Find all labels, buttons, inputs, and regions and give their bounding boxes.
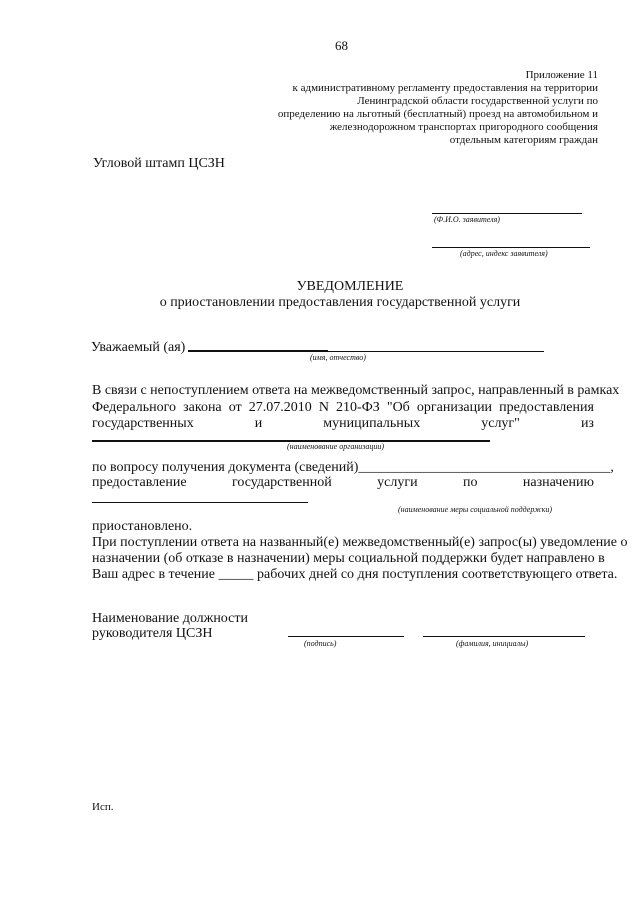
position-label: Наименование должности xyxy=(92,611,248,626)
signature-line xyxy=(288,636,404,637)
para1-line1: В связи с непоступлением ответа на межведомственный запрос, направленный в рамках xyxy=(92,383,620,398)
word: "Об xyxy=(386,400,410,415)
word: организации xyxy=(416,400,493,415)
appendix-line: Ленинградской области государственной услуги по xyxy=(357,95,598,107)
word: предоставление xyxy=(92,475,187,490)
word: назначению xyxy=(522,475,594,490)
executor-label: Исп. xyxy=(92,801,114,813)
appendix-line: отдельным категориям граждан xyxy=(449,134,598,146)
position-label-2: руководителя ЦСЗН xyxy=(92,626,213,641)
applicant-address-note: (адрес, индекс заявителя) xyxy=(460,249,548,258)
appendix-line: к административному регламенту предоставления на территории xyxy=(292,82,598,94)
signature-note: (подпись) xyxy=(304,639,337,648)
word: из xyxy=(580,416,594,431)
applicant-fio-line xyxy=(432,213,582,214)
applicant-fio-note: (Ф.И.О. заявителя) xyxy=(434,215,500,224)
organization-note: (наименование организации) xyxy=(287,442,385,451)
name-line xyxy=(423,636,585,637)
appendix-line: железнодорожном транспортах пригородного сообщения xyxy=(329,121,598,133)
word: от xyxy=(228,400,242,415)
para2-line2 xyxy=(92,475,594,491)
suspended-text: приостановлено. xyxy=(92,519,193,534)
appendix-line: определению на льготный (бесплатный) проезд на автомобильном и xyxy=(277,108,598,120)
greeting-label: Уважаемый (ая) xyxy=(91,340,186,355)
para2-line1: по вопросу получения документа (сведений)____________________________________, xyxy=(92,460,614,475)
document-subtitle: о приостановлении предоставления государственной услуги xyxy=(159,295,521,310)
name-note: (фамилия, инициалы) xyxy=(456,639,529,648)
word: N xyxy=(318,400,329,415)
applicant-address-line xyxy=(432,247,590,248)
para3-line1: При поступлении ответа на названный(е) межведомственный(е) запрос(ы) уведомление о xyxy=(92,535,628,550)
word: Федерального xyxy=(92,400,177,415)
para1-line2 xyxy=(92,400,594,416)
appendix-block xyxy=(278,69,598,147)
document-title: УВЕДОМЛЕНИЕ xyxy=(296,279,404,294)
para3-line2: назначении (об отказе в назначении) меры социальной поддержки будет направлено в xyxy=(92,551,605,566)
word: по xyxy=(462,475,478,490)
word: государственных xyxy=(92,416,194,431)
greeting-name-note: (имя, отчество) xyxy=(310,353,366,362)
page-number: 68 xyxy=(335,38,348,53)
word: и xyxy=(254,416,263,431)
word: 210-ФЗ xyxy=(336,400,380,415)
para1-line3 xyxy=(92,416,594,432)
word: государственной xyxy=(231,475,332,490)
support-measure-line xyxy=(92,502,308,503)
word: услуг" xyxy=(481,416,520,431)
support-measure-note: (наименование меры социальной поддержки) xyxy=(398,505,553,514)
para3-line3: Ваш адрес в течение _____ рабочих дней со дня поступления соответствующего ответа. xyxy=(92,567,618,582)
word: муниципальных xyxy=(323,416,421,431)
word: 27.07.2010 xyxy=(248,400,312,415)
greeting-name-line xyxy=(188,350,328,352)
word: услуги xyxy=(377,475,418,490)
appendix-line: Приложение 11 xyxy=(525,69,598,81)
greeting-name-line-ext xyxy=(328,351,544,352)
word: предоставления xyxy=(499,400,594,415)
corner-stamp: Угловой штамп ЦСЗН xyxy=(93,156,225,171)
word: закона xyxy=(183,400,222,415)
